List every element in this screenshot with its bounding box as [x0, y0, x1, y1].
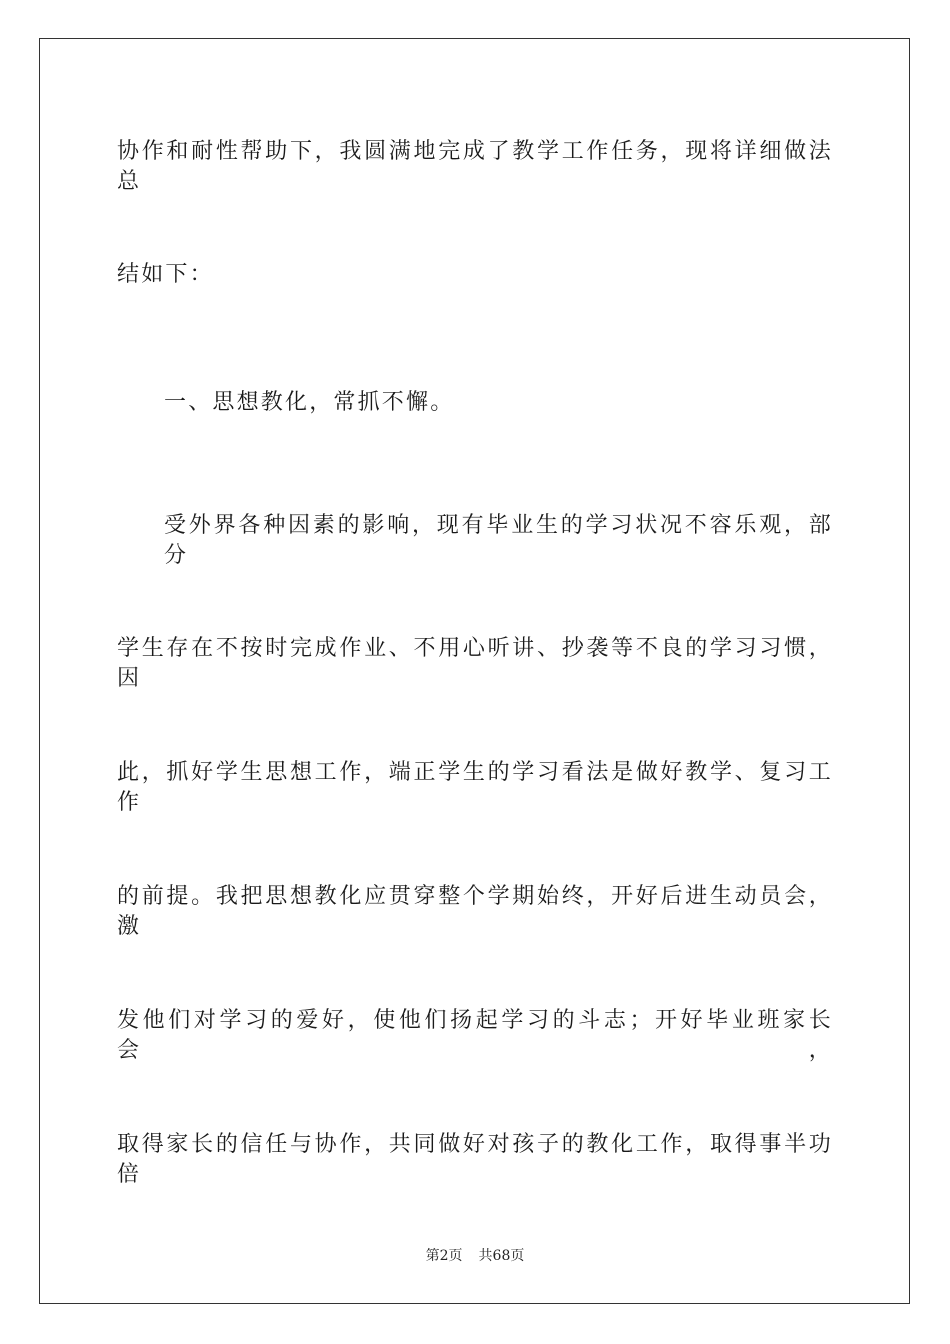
page-total: 共68页: [478, 1248, 525, 1264]
text-line-9: 取得家长的信任与协作，共同做好对孩子的教化工作，取得事半功倍: [117, 1132, 833, 1187]
page-footer: [0, 1246, 950, 1266]
text-line-1: 协作和耐性帮助下，我圆满地完成了教学工作任务，现将详细做法总: [117, 139, 833, 194]
page-number: 第2页: [425, 1248, 463, 1264]
page-frame: [39, 38, 910, 1304]
text-line-2: 结如下：: [117, 262, 214, 287]
text-line-5: 学生存在不按时完成作业、不用心听讲、抄袭等不良的学习习惯，因: [117, 636, 833, 691]
section-heading: 一、思想教化，常抓不懈。: [164, 390, 455, 415]
text-line-7: 的前提。我把思想教化应贯穿整个学期始终，开好后进生动员会，激: [117, 884, 833, 939]
text-line-4: 受外界各种因素的影响，现有毕业生的学习状况不容乐观，部分: [164, 513, 833, 568]
text-line-8: 发他们对学习的爱好，使他们扬起学习的斗志；开好毕业班家长会，: [117, 1008, 833, 1063]
text-line-6: 此，抓好学生思想工作，端正学生的学习看法是做好教学、复习工作: [117, 760, 833, 815]
